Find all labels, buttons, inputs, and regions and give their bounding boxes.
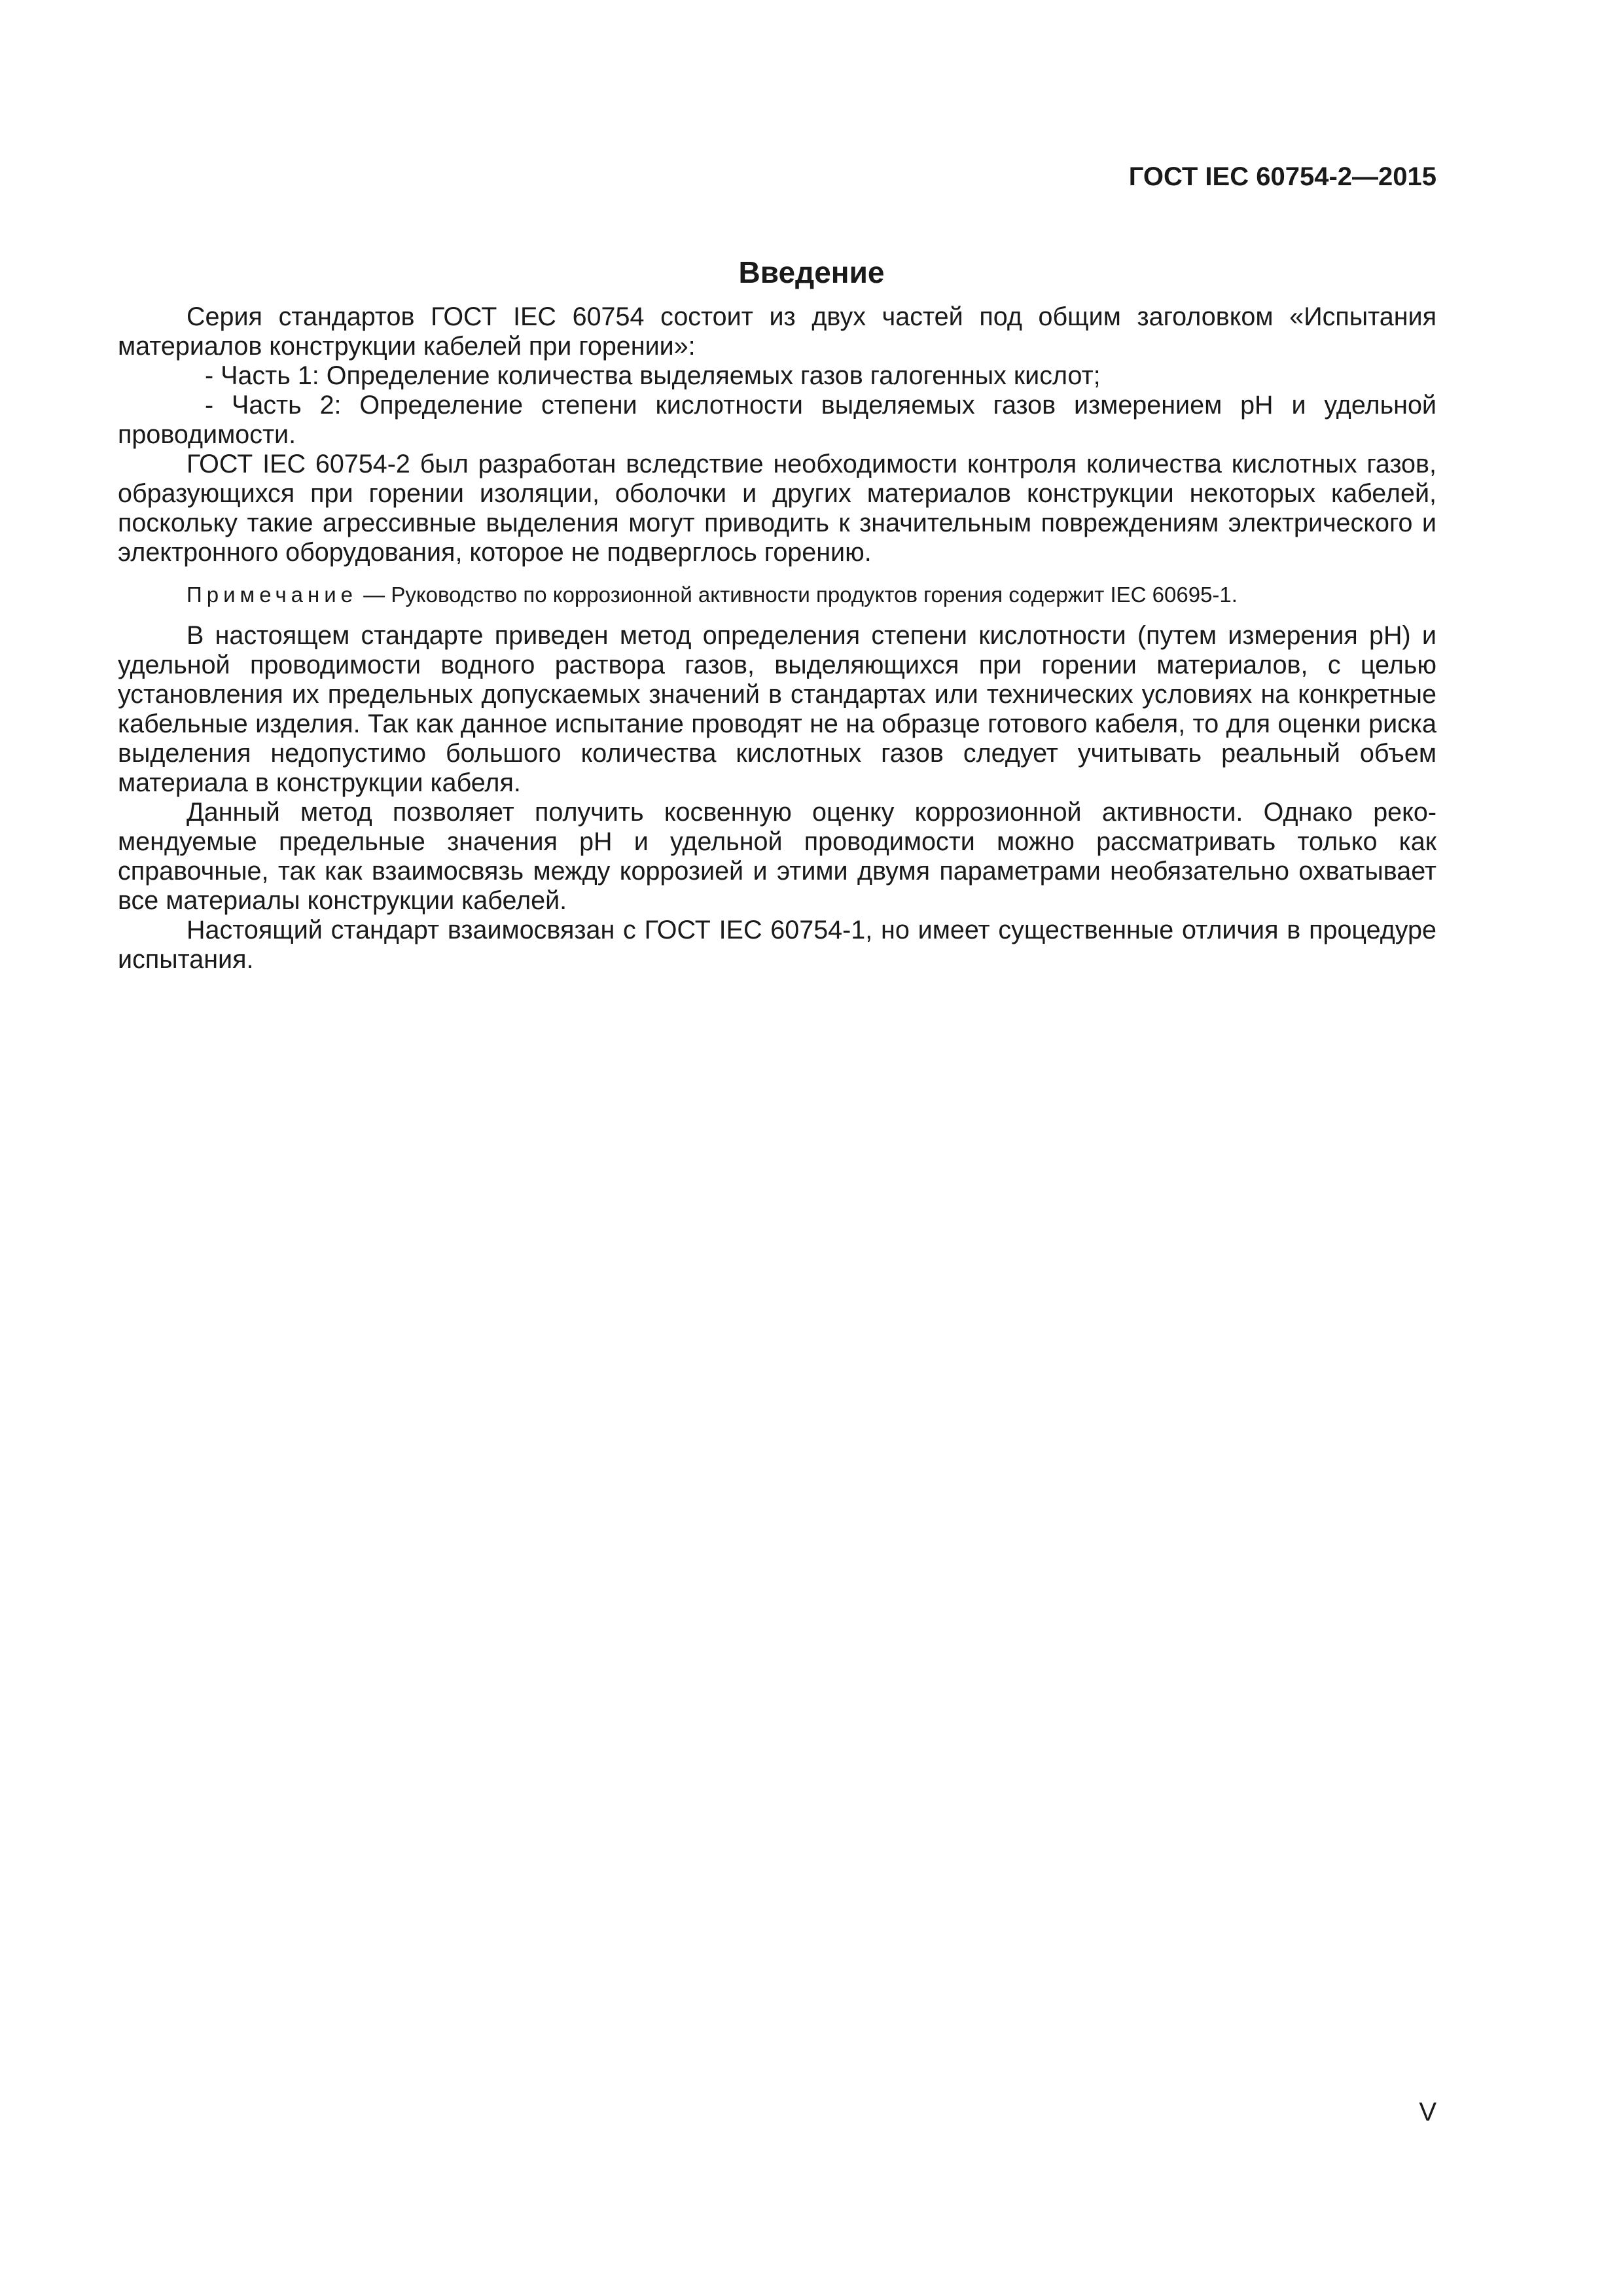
paragraph-purpose: ГОСТ IEC 60754-2 был разработан вследствие необходимости контроля количества кислотных газов, образующихся при горении изоляции, оболочки и других материалов конструкции некоторых кабелей, поскольку такие агрессивные выделения могут приводить к значительным повреждениям электрического и электронного оборудования, которое не подверглось горению. (118, 450, 1436, 567)
note-label: Примечание (187, 583, 358, 607)
page-title: Введение (738, 255, 885, 289)
note-text: — Руководство по коррозионной активности продуктов горения содержит IEC 60695-1. (357, 583, 1238, 607)
paragraph-assessment: Данный метод позволяет получить косвенную оценку коррозионной активности. Однако рекомендуемые предельные значения pH и удельной проводимости можно рассматривать только как справочные, так как взаимосвязь между коррозией и этими двумя параметрами необязательно охватывает все материалы конструкции кабелей. (118, 798, 1436, 915)
body-text (118, 302, 1436, 975)
paragraph-method: В настоящем стандарте приведен метод определения степени кислотности (путем измерения pH) и удельной проводимости водного раствора газов, выделяющихся при горении материалов, с целью установления их предельных допускаемых значений в стандартах или технических условиях на конкретные кабельные изделия. Так как данное испытание проводят не на образце готового кабеля, то для оценки риска выделения недопустимо большого количества кислотных газов следует учитывать реальный объем материала в конструкции кабеля. (118, 621, 1436, 797)
document-code-header: ГОСТ IEC 60754-2—2015 (1128, 162, 1436, 191)
list-item-part-2: - Часть 2: Определение степени кислотности выделяемых газов измерением pH и удельной проводимости. (118, 391, 1436, 449)
note (118, 582, 1436, 608)
page-number: V (1419, 2098, 1436, 2126)
list-item-part-1: - Часть 1: Определение количества выделяемых газов галогенных кислот; (205, 361, 1101, 390)
paragraph-series-intro: Серия стандартов ГОСТ IEC 60754 состоит из двух частей под общим заголовком «Испытания материалов конструкции кабелей при горении»: (118, 302, 1436, 361)
paragraph-relation: Настоящий стандарт взаимосвязан с ГОСТ IEC 60754-1, но имеет существенные отличия в процедуре испытания. (118, 916, 1436, 974)
